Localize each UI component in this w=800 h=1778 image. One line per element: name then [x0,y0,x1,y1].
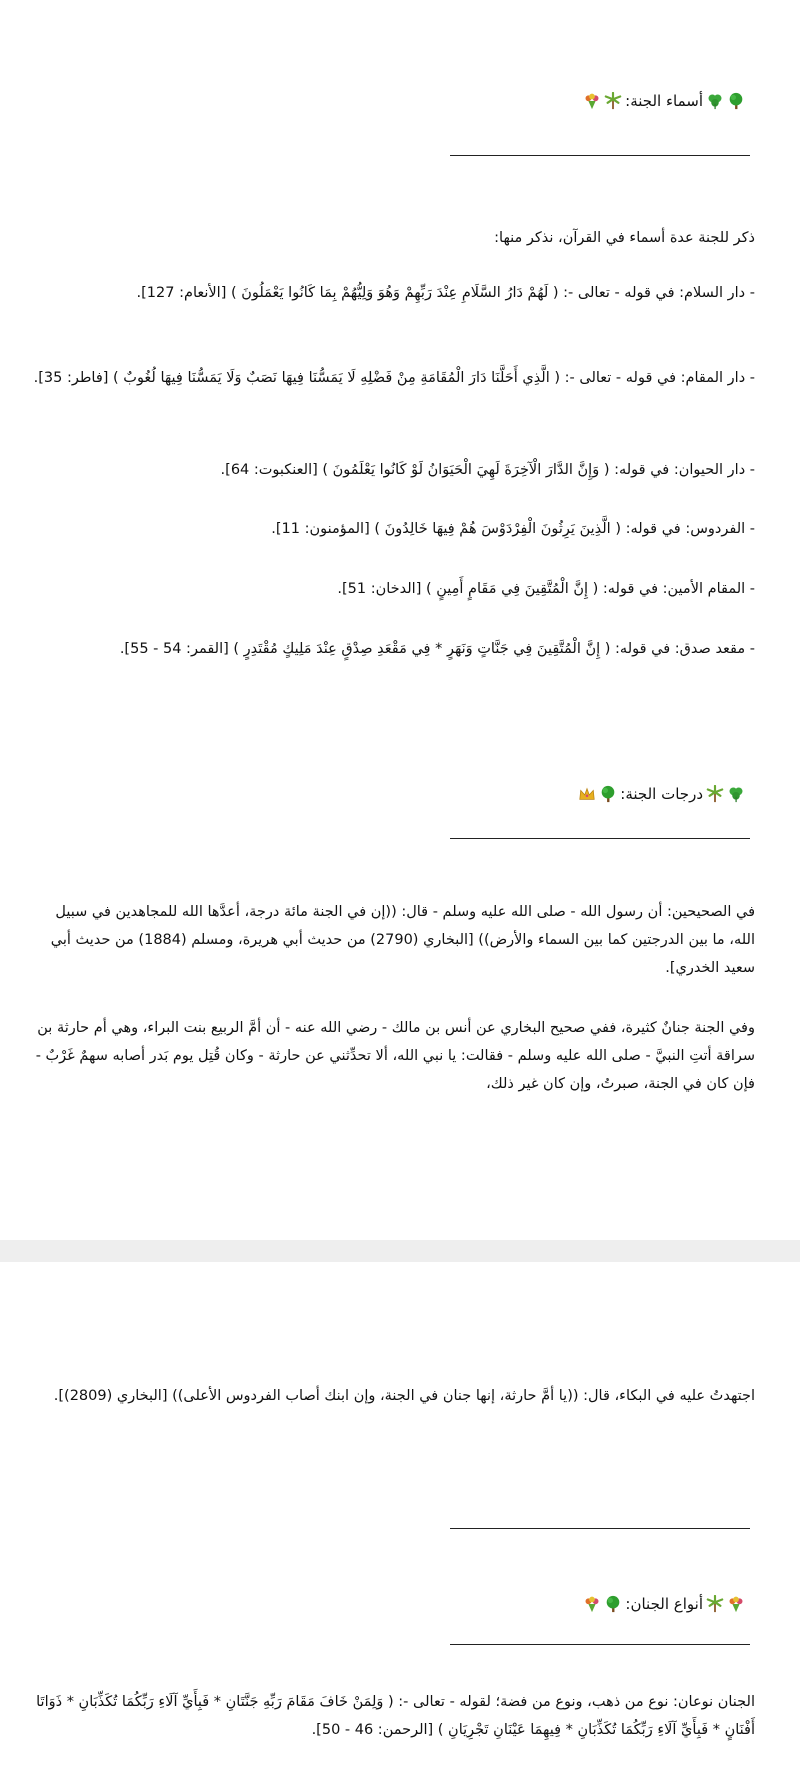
section-heading-levels [578,785,745,803]
palm-icon [706,785,724,803]
divider-line [450,838,750,839]
paragraph: في الصحيحين: أن رسول الله - صلى الله عليه وسلم - قال: ((إن في الجنة مائة درجة، أعدَّها الله للمجاهدين في سبيل الله، ما بين الدرجتين كما بين السماء والأرض)) [البخاري (2790) من حديث أبي هريرة، ومسلم (1884) من حديث أبي سعيد الخدري]. [50,904,755,976]
heading-text: درجات الجنة: [620,785,703,803]
paragraph: وفي الجنة جنانٌ كثيرة، ففي صحيح البخاري عن أنس بن مالك - رضي الله عنه - أن أمَّ الربيع بنت البراء، وهي أم حارثة بن سراقة أتتِ النبيَّ - صلى الله عليه وسلم - فقالت: يا نبي الله، ألا تحدِّثني عن حارثة - وكان قُتِل يوم بَدر أصابه سهمٌ غَرْبٌ - فإن كان في الجنة، صبرتُ، وإن كان غير ذلك، [35,1020,755,1092]
paragraph: الجنان نوعان: نوع من ذهب، ونوع من فضة؛ لقوله - تعالى -: ( وَلِمَنْ خَافَ مَقَامَ رَبِّهِ جَنَّتَانِ * فَبِأَيِّ آلَاءِ رَبِّكُمَا تُكَذِّبَانِ * ذَوَاتَا أَفْنَانٍ * فَبِأَيِّ آلَاءِ رَبِّكُمَا تُكَذِّبَانِ * فِيهِمَا عَيْنَانِ تَجْرِيَانِ ) [الرحمن: 46 - 50]. [36,1694,755,1738]
section-heading-types [583,1595,745,1613]
bouquet-icon [583,1595,601,1613]
heading-text: أسماء الجنة: [625,92,703,110]
bouquet-icon [727,1595,745,1613]
palm-icon [604,92,622,110]
paragraph: اجتهدتُ عليه في البكاء، قال: ((يا أمَّ حارثة، إنها جنان في الجنة، وإن ابنك أصاب الفردوس الأعلى)) [البخاري (2809)]. [53,1388,755,1404]
tree-icon [599,785,617,803]
clover-icon [727,785,745,803]
tree-icon [604,1595,622,1613]
divider-line [450,1528,750,1529]
list-item: - دار الحيوان: في قوله: ( وَإِنَّ الدَّارَ الْآخِرَةَ لَهِيَ الْحَيَوَانُ لَوْ كَانُوا يَعْلَمُونَ ) [العنكبوت: 64]. [220,462,755,478]
clover-icon [706,92,724,110]
list-item: - مقعد صدق: في قوله: ( إِنَّ الْمُتَّقِينَ فِي جَنَّاتٍ وَنَهَرٍ * فِي مَقْعَدِ صِدْقٍ عِنْدَ مَلِيكٍ مُقْتَدِرٍ ) [القمر: 54 - 55]. [119,641,755,657]
section-heading-names [583,92,745,110]
heading-text: أنواع الجنان: [625,1595,703,1613]
bouquet-icon [583,92,601,110]
document-page-2 [0,1262,800,1778]
intro-text: ذكر للجنة عدة أسماء في القرآن، نذكر منها: [494,230,755,246]
crown-icon [578,785,596,803]
list-item: - المقام الأمين: في قوله: ( إِنَّ الْمُتَّقِينَ فِي مَقَامٍ أَمِينٍ ) [الدخان: 51]. [337,581,755,597]
divider-line [450,1644,750,1645]
list-item: - دار السلام: في قوله - تعالى -: ( لَهُمْ دَارُ السَّلَامِ عِنْدَ رَبِّهِمْ وَهُوَ وَلِيُّهُمْ بِمَا كَانُوا يَعْمَلُونَ ) [الأنعام: 127]. [136,285,755,301]
palm-icon [706,1595,724,1613]
list-item: - الفردوس: في قوله: ( الَّذِينَ يَرِثُونَ الْفِرْدَوْسَ هُمْ فِيهَا خَالِدُونَ ) [المؤمنون: 11]. [271,521,755,537]
list-item: - دار المقام: في قوله - تعالى -: ( الَّذِي أَحَلَّنَا دَارَ الْمُقَامَةِ مِنْ فَضْلِهِ لَا يَمَسُّنَا فِيهَا نَصَبٌ وَلَا يَمَسُّنَا فِيهَا لُغُوبٌ ) [فاطر: 35]. [33,370,755,386]
tree-icon [727,92,745,110]
divider-line [450,155,750,156]
